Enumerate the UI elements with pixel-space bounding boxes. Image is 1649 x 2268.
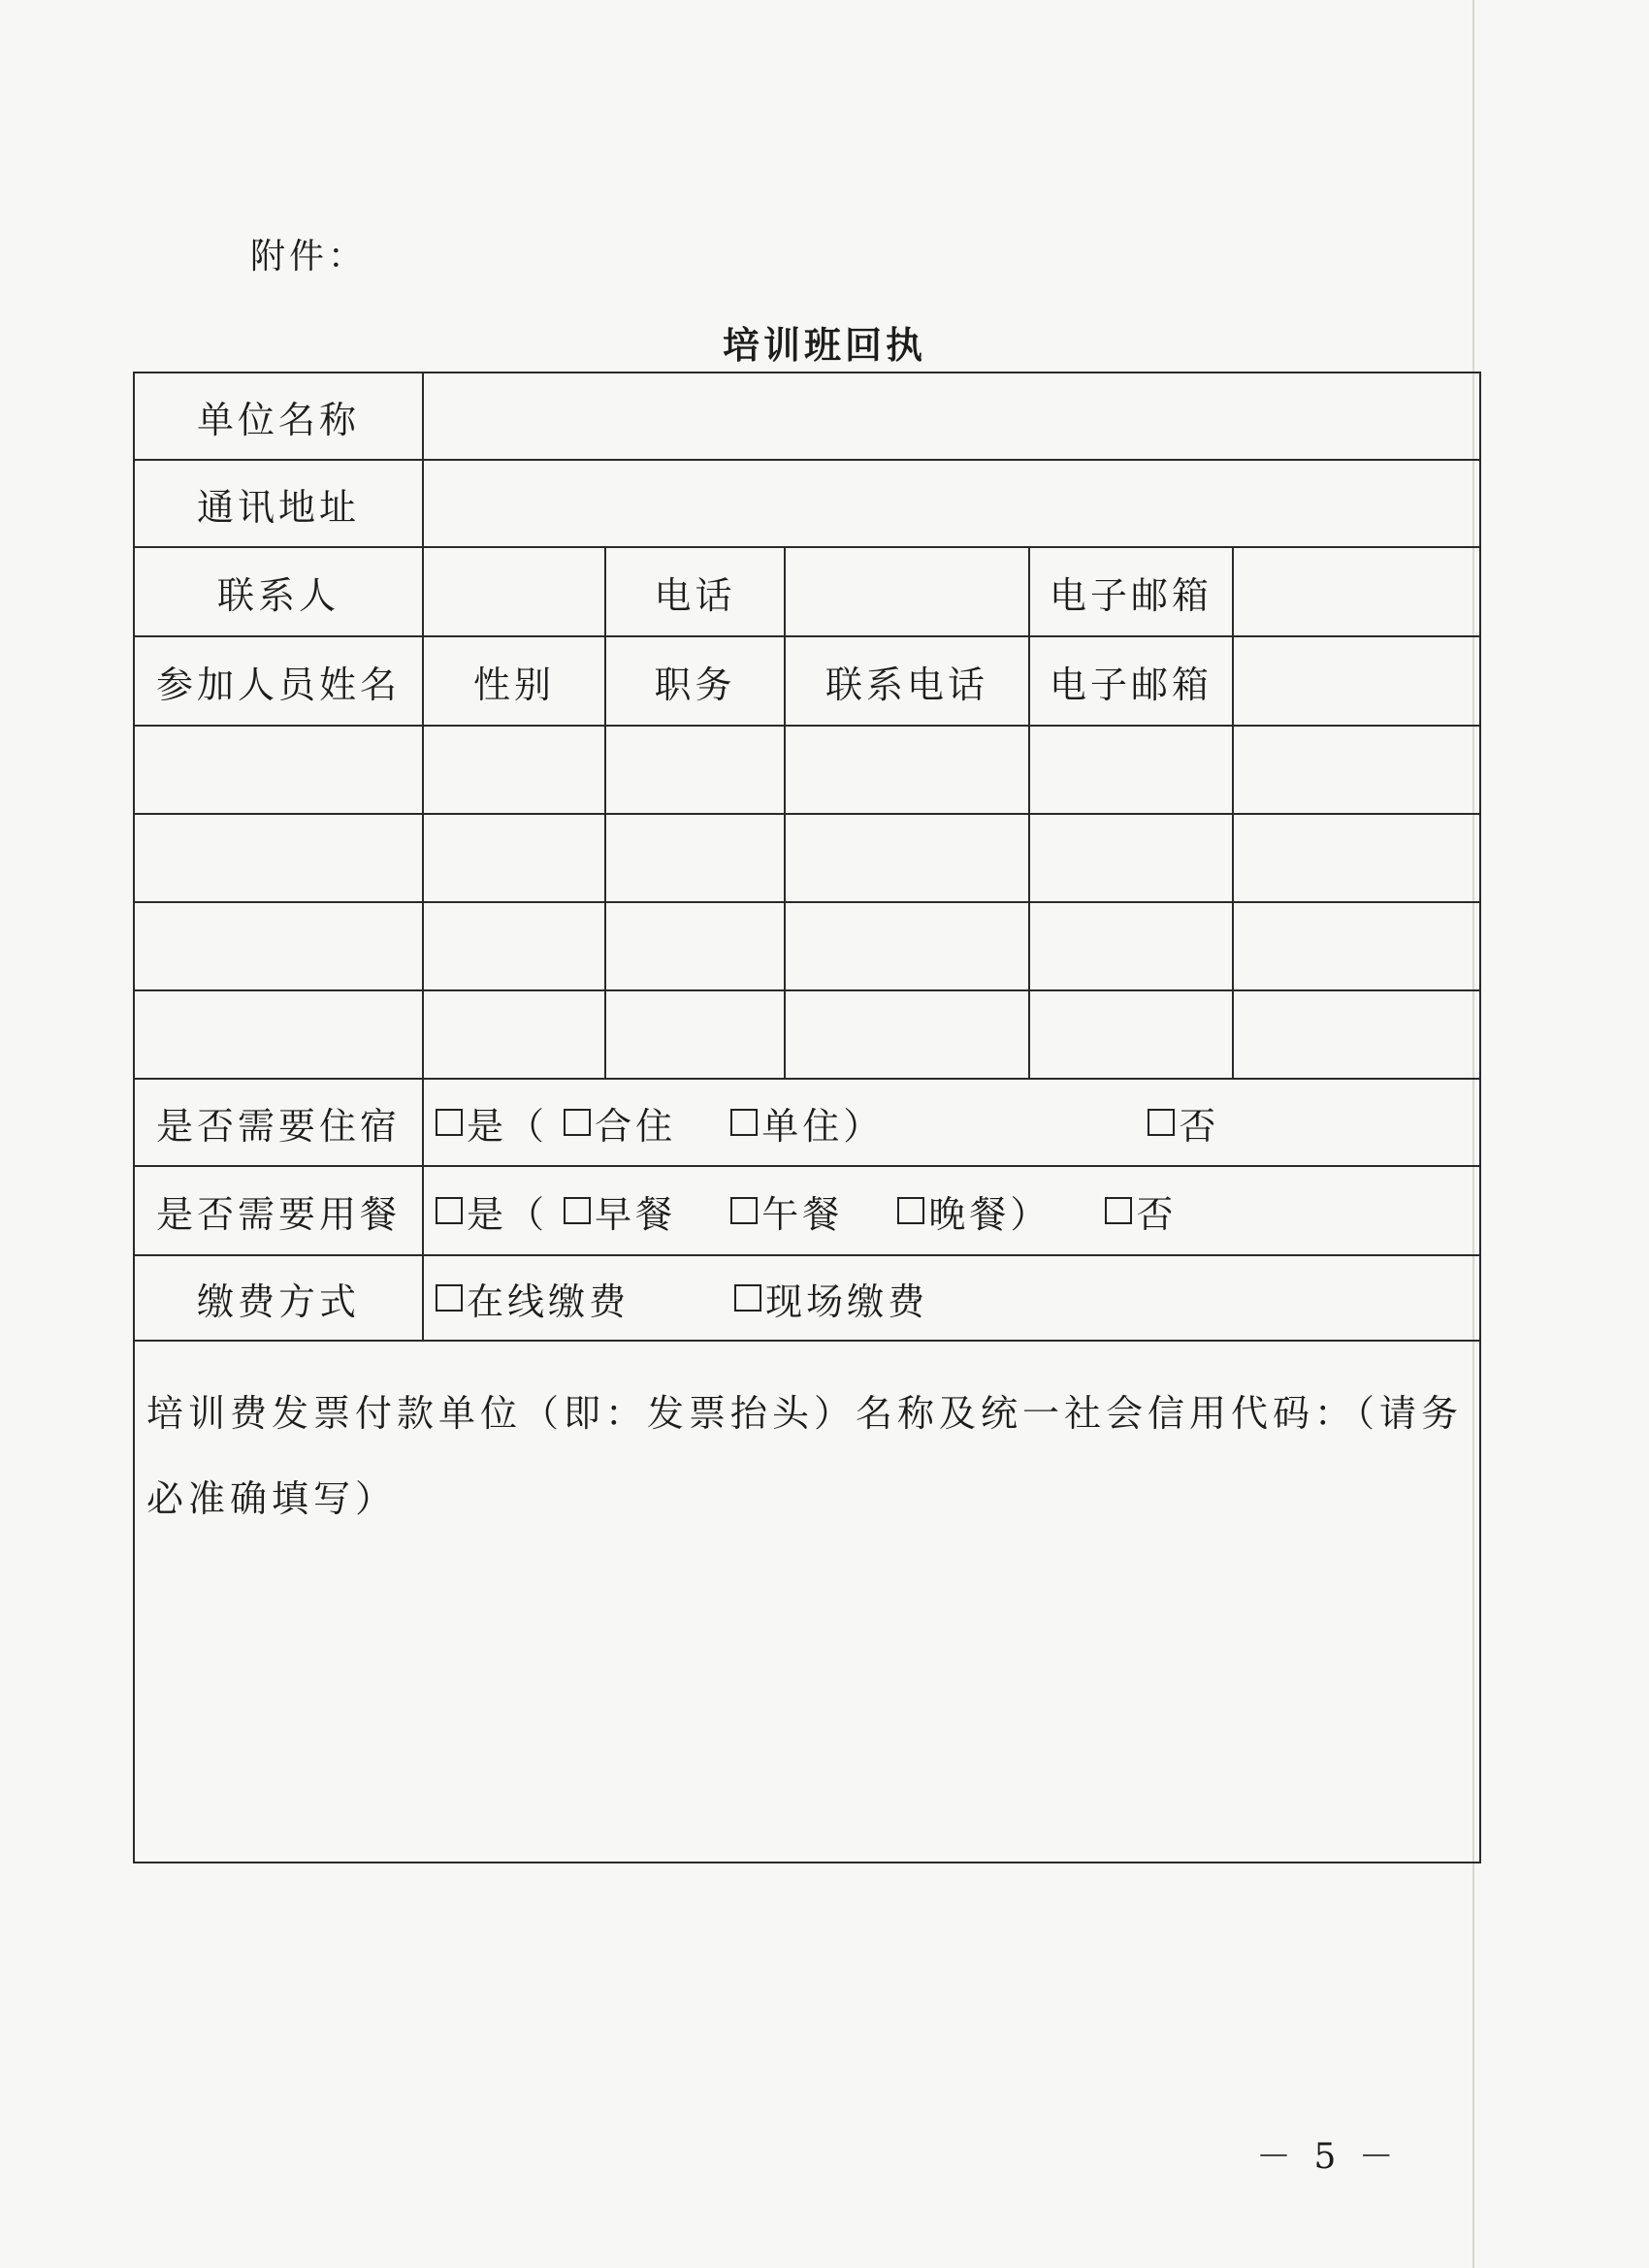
payment-row [134, 1255, 1480, 1341]
registration-form-table [133, 372, 1481, 1863]
checkbox-icon[interactable] [1105, 1197, 1132, 1224]
checkbox-icon[interactable] [436, 1197, 463, 1224]
meals-row [134, 1166, 1480, 1255]
checkbox-icon[interactable] [564, 1109, 591, 1136]
participant-name-cell[interactable] [134, 990, 423, 1079]
participant-gender-cell[interactable] [423, 814, 605, 902]
participant-position-cell[interactable] [605, 814, 785, 902]
participant-email-cell[interactable] [1029, 990, 1233, 1079]
checkbox-icon[interactable] [730, 1109, 758, 1136]
accommodation-no-text: 否 [1179, 1104, 1220, 1148]
participant-name-header: 参加人员姓名 [134, 636, 423, 726]
accommodation-no-option[interactable] [1148, 1096, 1219, 1150]
checkbox-icon[interactable] [436, 1109, 463, 1136]
participant-position-header: 职务 [605, 636, 785, 726]
payment-label: 缴费方式 [134, 1255, 423, 1341]
unit-name-row [134, 373, 1480, 460]
meals-breakfast-option[interactable] [564, 1184, 676, 1238]
meals-no-text: 否 [1136, 1192, 1178, 1236]
participant-email-cell[interactable] [1029, 726, 1233, 814]
accommodation-label: 是否需要住宿 [134, 1079, 423, 1166]
participant-row [134, 902, 1480, 990]
attachment-label: 附件： [250, 237, 368, 276]
participant-header-blank-cell [1233, 636, 1480, 726]
participant-name-cell[interactable] [134, 814, 423, 902]
checkbox-icon[interactable] [1148, 1109, 1175, 1136]
contact-field[interactable] [423, 547, 605, 636]
contact-row [134, 547, 1480, 636]
accommodation-row [134, 1079, 1480, 1166]
meals-breakfast-text: 早餐 [595, 1192, 677, 1236]
contact-email-field[interactable] [1233, 547, 1480, 636]
accommodation-single-option[interactable] [730, 1096, 884, 1150]
accommodation-options [423, 1079, 1480, 1166]
payment-onsite-text: 现场缴费 [765, 1280, 929, 1323]
meals-no-option[interactable] [1105, 1184, 1177, 1238]
address-field[interactable] [423, 460, 1480, 547]
contact-email-label: 电子邮箱 [1029, 547, 1233, 636]
page-number: － 5 － [1256, 2137, 1400, 2177]
meals-yes-option[interactable] [436, 1184, 548, 1238]
unit-name-label: 单位名称 [134, 373, 423, 460]
invoice-instructions[interactable]: 培训费发票付款单位（即：发票抬头）名称及统一社会信用代码：（请务必准确填写） [134, 1341, 1480, 1863]
accommodation-yes-text: 是（ [467, 1104, 549, 1148]
participant-name-cell[interactable] [134, 902, 423, 990]
meals-lunch-option[interactable] [730, 1184, 843, 1238]
participant-row [134, 726, 1480, 814]
participant-extra-cell[interactable] [1233, 990, 1480, 1079]
phone-label: 电话 [605, 547, 785, 636]
checkbox-icon[interactable] [436, 1284, 463, 1312]
checkbox-icon[interactable] [897, 1197, 924, 1224]
participant-position-cell[interactable] [605, 726, 785, 814]
phone-field[interactable] [785, 547, 1029, 636]
meals-options [423, 1166, 1480, 1255]
payment-onsite-option[interactable] [734, 1272, 928, 1325]
participants-header-row [134, 636, 1480, 726]
participant-gender-cell[interactable] [423, 902, 605, 990]
participant-extra-cell[interactable] [1233, 726, 1480, 814]
payment-online-text: 在线缴费 [467, 1280, 630, 1323]
accommodation-yes-option[interactable] [436, 1096, 548, 1150]
participant-extra-cell[interactable] [1233, 814, 1480, 902]
meals-yes-text: 是（ [467, 1192, 549, 1236]
participant-gender-header: 性别 [423, 636, 605, 726]
participant-row [134, 814, 1480, 902]
checkbox-icon[interactable] [734, 1284, 761, 1312]
checkbox-icon[interactable] [564, 1197, 591, 1224]
invoice-row [134, 1341, 1480, 1863]
address-row [134, 460, 1480, 547]
participant-row [134, 990, 1480, 1079]
accommodation-single-text: 单住） [761, 1104, 885, 1148]
participant-extra-cell[interactable] [1233, 902, 1480, 990]
accommodation-shared-text: 合住 [595, 1104, 677, 1148]
participant-email-header: 电子邮箱 [1029, 636, 1233, 726]
participant-position-cell[interactable] [605, 990, 785, 1079]
meals-label: 是否需要用餐 [134, 1166, 423, 1255]
participant-phone-cell[interactable] [785, 814, 1029, 902]
payment-online-option[interactable] [436, 1272, 630, 1325]
participant-email-cell[interactable] [1029, 814, 1233, 902]
participant-phone-cell[interactable] [785, 902, 1029, 990]
participant-phone-header: 联系电话 [785, 636, 1029, 726]
participant-phone-cell[interactable] [785, 990, 1029, 1079]
meals-lunch-text: 午餐 [761, 1192, 844, 1236]
contact-label: 联系人 [134, 547, 423, 636]
accommodation-shared-option[interactable] [564, 1096, 676, 1150]
meals-dinner-text: 晚餐） [928, 1192, 1051, 1236]
participant-position-cell[interactable] [605, 902, 785, 990]
address-label: 通讯地址 [134, 460, 423, 547]
form-title: 培训班回执 [722, 324, 926, 367]
participant-email-cell[interactable] [1029, 902, 1233, 990]
payment-options [423, 1255, 1480, 1341]
unit-name-field[interactable] [423, 373, 1480, 460]
participant-gender-cell[interactable] [423, 726, 605, 814]
participant-gender-cell[interactable] [423, 990, 605, 1079]
checkbox-icon[interactable] [730, 1197, 758, 1224]
participant-phone-cell[interactable] [785, 726, 1029, 814]
meals-dinner-option[interactable] [897, 1184, 1051, 1238]
participant-name-cell[interactable] [134, 726, 423, 814]
